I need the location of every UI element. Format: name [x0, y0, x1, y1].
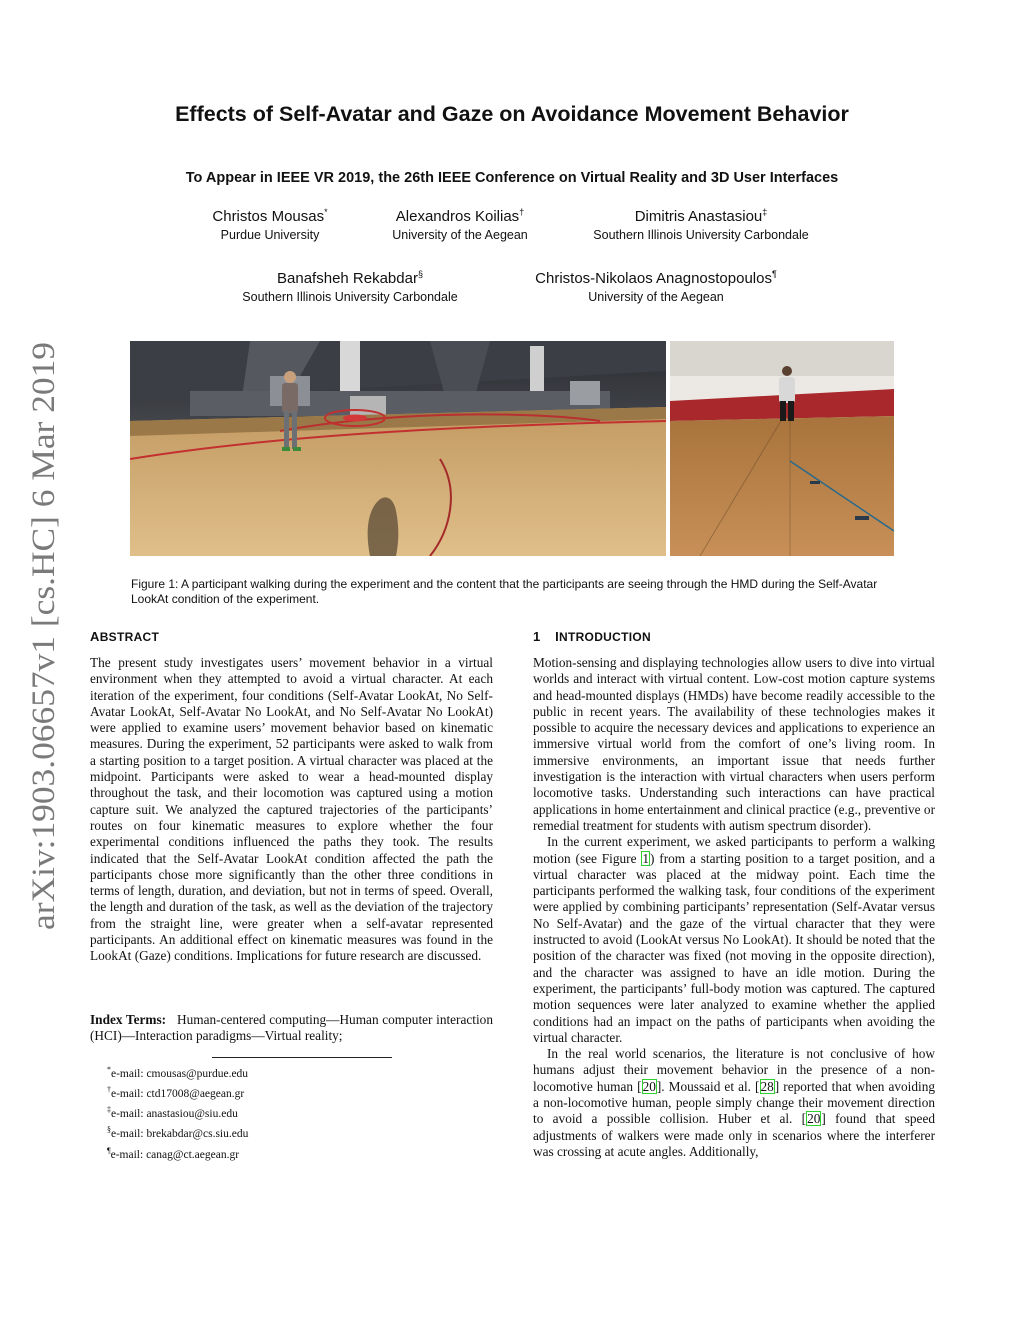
footnotes [107, 1062, 248, 1163]
introduction-body [533, 655, 935, 1160]
author-name: Alexandros Koilias [395, 208, 520, 225]
citation-link[interactable]: 28 [760, 1078, 774, 1094]
author-mark: ‡ [762, 207, 768, 217]
author-name: Banafsheh Rekabdar [277, 270, 418, 287]
introduction-paragraph-1: Motion-sensing and displaying technologies allow users to dive into virtual worlds and interact with virtual content. Low-cost motion capture systems and head-mounted displays (HMDs) have become readily accessible to the public in recent years. The availability of these technologies makes it possible to acquire the necessary devices and applications to experience an immersive virtual world from the comfort of one’s living room. In immersive environments, an important issue that needs further investigation is the interaction with virtual characters when users perform locomotive tasks. Understanding such interactions can have practical applications in home entertainment and clinical practice (e.g., preventive or remedial treatment for students with autism spectrum disorder). [533, 655, 935, 833]
index-terms [90, 1012, 493, 1045]
figure-caption: Figure 1: A participant walking during the experiment and the content that the participants are seeing through the HMD during the Self-Avatar LookAt condition of the experiment. [131, 577, 878, 606]
text-run: ] found that speed adjustments of walkers were made only in scenarios where the interferer was crossing at acute angles. Additionally, [533, 1111, 936, 1159]
author-block-1 [212, 207, 327, 242]
paper-title: Effects of Self-Avatar and Gaze on Avoidance Movement Behavior [175, 102, 849, 126]
introduction-paragraph-3 [533, 1046, 935, 1160]
footnote-text: e-mail: anastasiou@siu.edu [111, 1108, 238, 1121]
footnote-text: e-mail: canag@ct.aegean.gr [110, 1148, 240, 1161]
section-number: 1 [533, 629, 541, 644]
footnote-mark: † [107, 1085, 111, 1095]
abstract-body [90, 655, 493, 965]
author-name: Christos-Nikolaos Anagnostopoulos [535, 270, 772, 287]
footnote-text: e-mail: ctd17008@aegean.gr [111, 1087, 245, 1100]
author-affiliation: University of the Aegean [392, 228, 528, 242]
author-affiliation: Southern Illinois University Carbondale [242, 290, 458, 304]
author-mark: § [417, 269, 423, 279]
author-mark: * [324, 207, 328, 217]
text-run: ]. Moussaid et al. [ [656, 1078, 760, 1094]
text-run: ] reported that when avoiding a non-locomotive human, people simply change their movement direction to avoid a possible collision. Huber et al. [ [533, 1078, 936, 1127]
footnote-mark: * [107, 1065, 111, 1074]
index-terms-label: Index Terms: [90, 1012, 167, 1027]
text-run: In the real world scenarios, the literature is not conclusive of how humans adjust their movement behavior in the presence of a non-locomotive human [ [533, 1046, 935, 1094]
index-terms-text: Human-centered computing—Human computer interaction (HCI)—Interaction paradigms—Virtual reality; [90, 1012, 493, 1044]
citation-link[interactable]: 20 [642, 1078, 656, 1094]
author-block-2 [392, 207, 528, 242]
author-block-3 [593, 207, 808, 242]
author-mark: † [519, 207, 525, 217]
footnote-mark: ¶ [107, 1145, 111, 1155]
abstract-heading-rest: BSTRACT [99, 630, 160, 644]
footnote-item [107, 1122, 248, 1142]
footnote-divider [212, 1057, 392, 1058]
footnote-item [107, 1062, 248, 1082]
introduction-heading-initial: I [555, 629, 559, 644]
author-block-5 [535, 269, 777, 304]
text-run: In the current experiment, we asked participants to perform a walking motion (see Figure [533, 834, 935, 866]
arxiv-identifier: arXiv:1903.06657v1 [cs.HC] 6 Mar 2019 [26, 381, 62, 930]
citation-link[interactable]: 20 [807, 1111, 821, 1127]
abstract-heading [90, 629, 159, 644]
footnote-item [107, 1143, 248, 1163]
footnote-mark: § [107, 1125, 111, 1135]
abstract-text: The present study investigates users’ movement behavior in a virtual environment when they attempted to avoid a virtual character. At each iteration of the experiment, four conditions (Self-Avatar LookAt, No Self-Avatar LookAt, Self-Avatar No LookAt, and No Self-Avatar No LookAt) were applied to examine users’ movement behavior based on kinematic measures. During the experiment, 52 participants were asked to walk from a starting position to a target position. A virtual character was placed at the midpoint. Participants were asked to wear a head-mounted display throughout the task, and their locomotion was captured using a motion capture suit. We analyzed the captured trajectories of the participants’ routes on four kinematic measures to explore whether the four experimental conditions influenced the paths they took. The results indicated that the Self-Avatar LookAt condition affected the path the participants chose more significantly than the other three conditions in terms of length, duration, and deviation, but not in terms of speed. Overall, the length and duration of the task, as well as the deviation of the trajectory from the straight line, were greater when a self-avatar represented participants. An additional effect on kinematic measures was found in the LookAt (Gaze) conditions. Implications for future research are discussed. [90, 655, 493, 964]
author-block-4 [242, 269, 457, 304]
footnote-text: e-mail: cmousas@purdue.edu [111, 1067, 249, 1080]
figure-1-real-participant-image [670, 341, 894, 556]
introduction-heading [533, 629, 651, 644]
footnote-item [107, 1102, 248, 1122]
figure-reference-link[interactable]: 1 [642, 850, 650, 866]
author-name: Dimitris Anastasiou [634, 208, 763, 225]
introduction-paragraph-2 [533, 834, 935, 1046]
footnote-text: e-mail: brekabdar@cs.siu.edu [111, 1128, 249, 1141]
arxiv-stamp [2, 340, 72, 930]
introduction-heading-rest: NTRODUCTION [559, 630, 651, 644]
footnote-mark: ‡ [107, 1105, 111, 1115]
author-mark: ¶ [771, 269, 777, 279]
footnote-item [107, 1082, 248, 1102]
author-affiliation: Purdue University [220, 228, 320, 242]
author-affiliation: Southern Illinois University Carbondale [593, 228, 809, 242]
author-affiliation: University of the Aegean [588, 290, 724, 304]
abstract-heading-initial: A [90, 629, 100, 644]
author-name: Christos Mousas [212, 208, 325, 225]
venue-line: To Appear in IEEE VR 2019, the 26th IEEE Conference on Virtual Reality and 3D User Interfaces [185, 170, 839, 186]
figure-1-virtual-view-image [130, 341, 666, 556]
text-run: ) from a starting position to a target position, and a virtual character was placed at the midway point. Each time the participants performed the walking task, four conditions of the experiment were applied by combining participants’ representation (Self-Avatar versus No Self-Avatar) and the gaze of the virtual character that they were instructed to avoid (LookAt versus No LookAt). It should be noted that the position of the character was fixed (not moving in the opposite direction), and the character was assigned to have an idle motion. During the experiment, the participants’ full-body motion was captured. The captured motion sequences were later analyzed to examine whether the applied conditions had an impact on the paths of participants when avoiding the virtual character. [533, 850, 935, 1045]
